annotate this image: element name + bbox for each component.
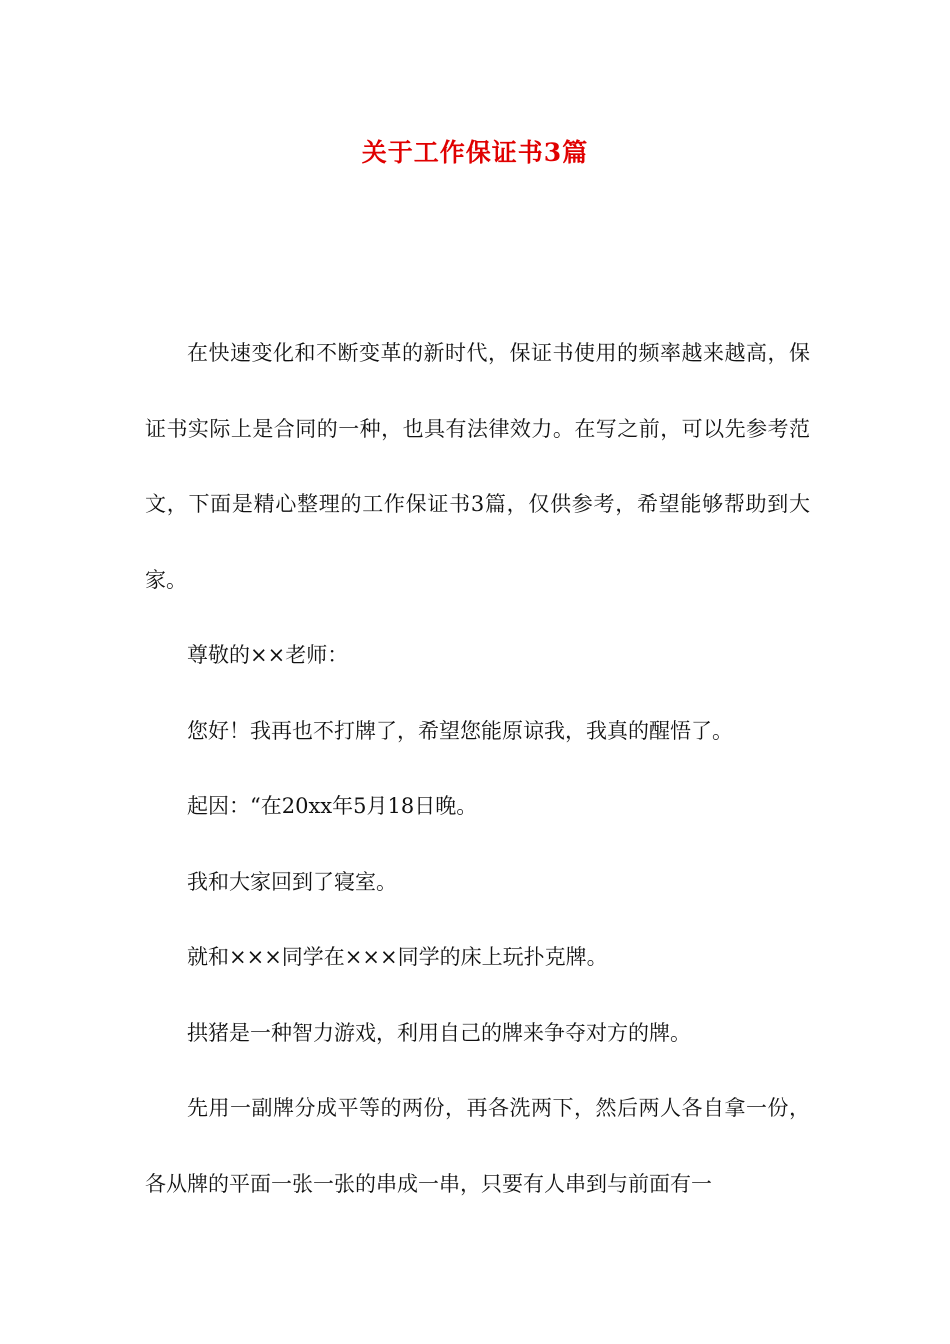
paragraph-cards: 就和×××同学在×××同学的床上玩扑克牌。 (187, 945, 608, 969)
paragraph-cause: 起因：“在20xx年5月18日晚。 (187, 794, 478, 818)
paragraph-rules: 先用一副牌分成平等的两份，再各洗两下，然后两人各自拿一份，各从牌的平面一张一张的串成一串，只要有人串到与前面有一 (145, 1096, 810, 1196)
document-title: 关于工作保证书3篇 (361, 138, 589, 167)
paragraph-salutation: 尊敬的××老师： (187, 643, 349, 667)
paragraph-dorm: 我和大家回到了寝室。 (187, 869, 397, 894)
paragraph-intro: 在快速变化和不断变革的新时代，保证书使用的频率越来越高，保证书实际上是合同的一种，也具有法律效力。在写之前，可以先参考范文，下面是精心整理的工作保证书3篇，仅供参考，希望能够帮助到大家。 (145, 341, 810, 592)
paragraph-game: 拱猪是一种智力游戏，利用自己的牌来争夺对方的牌。 (187, 1020, 691, 1045)
paragraph-greeting: 您好！我再也不打牌了，希望您能原谅我，我真的醒悟了。 (187, 718, 733, 743)
document-body (145, 316, 810, 1222)
